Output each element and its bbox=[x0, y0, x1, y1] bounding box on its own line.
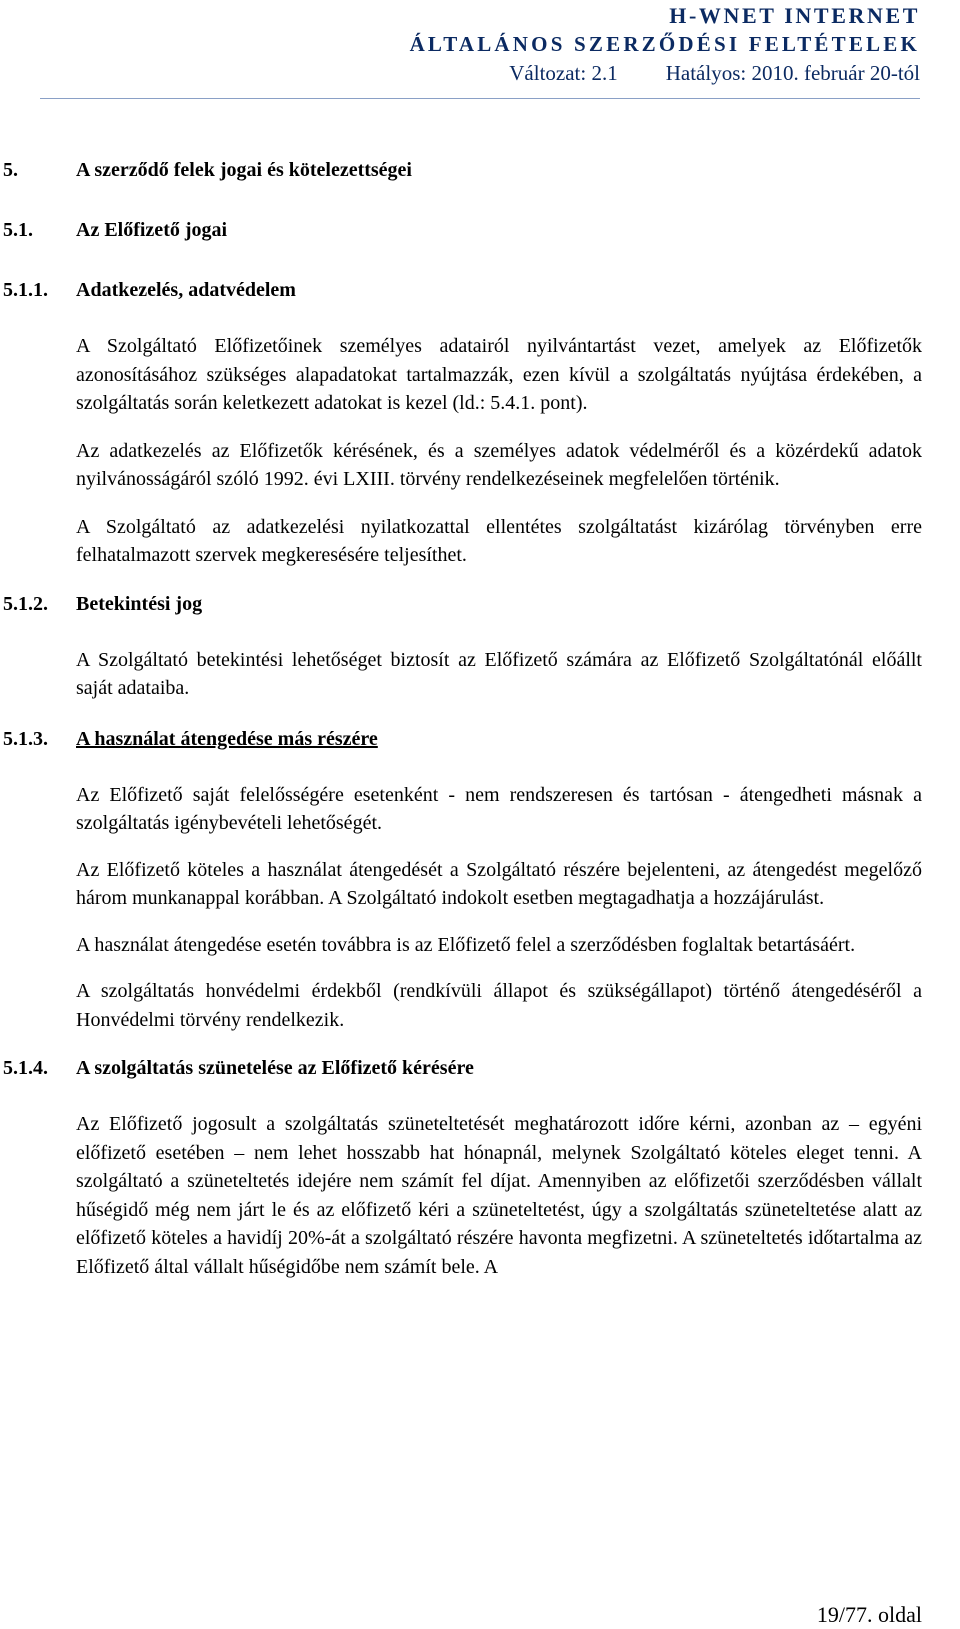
section-title: A szolgáltatás szünetelése az Előfizető kérésére bbox=[76, 1057, 474, 1079]
section-title: A szerződő felek jogai és kötelezettségei bbox=[76, 159, 412, 181]
section-number: 5.1.1. bbox=[3, 279, 48, 301]
section-number: 5.1.4. bbox=[3, 1057, 48, 1079]
header-divider bbox=[40, 98, 920, 99]
header-meta bbox=[410, 58, 920, 88]
paragraph: A Szolgáltató az adatkezelési nyilatkozattal ellentétes szolgáltatást kizárólag törvényben erre felhatalmazott szervek megkeresésére teljesíthet. bbox=[76, 515, 922, 566]
section-number: 5.1. bbox=[3, 219, 33, 241]
header-subtitle: ÁLTALÁNOS SZERZŐDÉSI FELTÉTELEK bbox=[409, 32, 920, 56]
header-title: H-WNET INTERNET bbox=[669, 3, 920, 28]
section-title: Betekintési jog bbox=[76, 592, 203, 615]
paragraph: Az Előfizető köteles a használat átengedését a Szolgáltató részére bejelenteni, az átengedést megelőző három munkanappal korábban. A Szolgáltató indokolt esetben megtagadhatja a hozzájárulást. bbox=[76, 858, 922, 909]
header-version: Változat: 2.1 bbox=[509, 61, 618, 85]
paragraph: Az Előfizető jogosult a szolgáltatás szüneteltetését meghatározott időre kérni, azonban az – egyéni előfizető esetében – nem lehet hosszabb hat hónapnál, melynek Szolgáltató köteles eleget tenni. A szolgáltató a szüneteltetés idejére nem számít fel díjat. Amennyiben az előfizetői szerződésben vállalt hűségidő még nem járt le és az előfizető kéri a szüneteltetést, úgy a szolgáltatás szüneteltetése alatt az előfizető köteles a havidíj 20%-át a szolgáltató részére havonta megfizetni. A szüneteltetés időtartalma az Előfizető által vállalt hűségidőbe nem számít bele. A bbox=[76, 1113, 922, 1278]
subsection-heading bbox=[3, 278, 922, 302]
paragraph: A használat átengedése esetén továbbra is az Előfizető felel a szerződésben foglaltak betartásáért. bbox=[76, 933, 856, 956]
subsection-heading bbox=[3, 592, 922, 616]
section-number: 5.1.3. bbox=[3, 727, 48, 750]
page-header bbox=[410, 2, 920, 88]
section-title: Az Előfizető jogai bbox=[76, 219, 228, 241]
paragraph: A Szolgáltató Előfizetőinek személyes adatairól nyilvántartást vezet, amelyek az Előfizetők azonosításához szükséges alapadatokat tartalmazzák, ezen kívül a szolgáltatás nyújtása érdekében, a szolgáltatás során keletkezett adatokat is kezel (ld.: 5.4.1. pont). bbox=[76, 335, 922, 414]
document-body bbox=[3, 146, 922, 1281]
subsection-heading bbox=[3, 218, 922, 242]
header-effective: Hatályos: 2010. február 20-tól bbox=[665, 61, 920, 85]
section-title: Adatkezelés, adatvédelem bbox=[76, 279, 296, 301]
subsection-heading bbox=[3, 727, 922, 751]
paragraph: A Szolgáltató betekintési lehetőséget biztosít az Előfizető számára az Előfizető Szolgáltatónál előállt saját adataiba. bbox=[76, 648, 922, 699]
paragraph: Az adatkezelés az Előfizetők kérésének, és a személyes adatok védelméről és a közérdekű adatok nyilvánosságáról szóló 1992. évi LXIII. törvény rendelkezéseinek megfelelően történik. bbox=[76, 439, 922, 490]
page-number: 19/77. oldal bbox=[816, 1602, 922, 1627]
section-number: 5.1.2. bbox=[3, 592, 48, 615]
paragraph: Az Előfizető saját felelősségére esetenként - nem rendszeresen és tartósan - átengedheti másnak a szolgáltatás igénybevételi lehetőségét. bbox=[76, 783, 922, 834]
paragraph: A szolgáltatás honvédelmi érdekből (rendkívüli állapot és szükségállapot) történő átengedéséről a Honvédelmi törvény rendelkezik. bbox=[76, 980, 922, 1031]
section-heading bbox=[3, 158, 922, 182]
section-title: A használat átengedése más részére bbox=[76, 727, 378, 750]
subsection-heading bbox=[3, 1056, 922, 1080]
section-number: 5. bbox=[3, 159, 18, 181]
